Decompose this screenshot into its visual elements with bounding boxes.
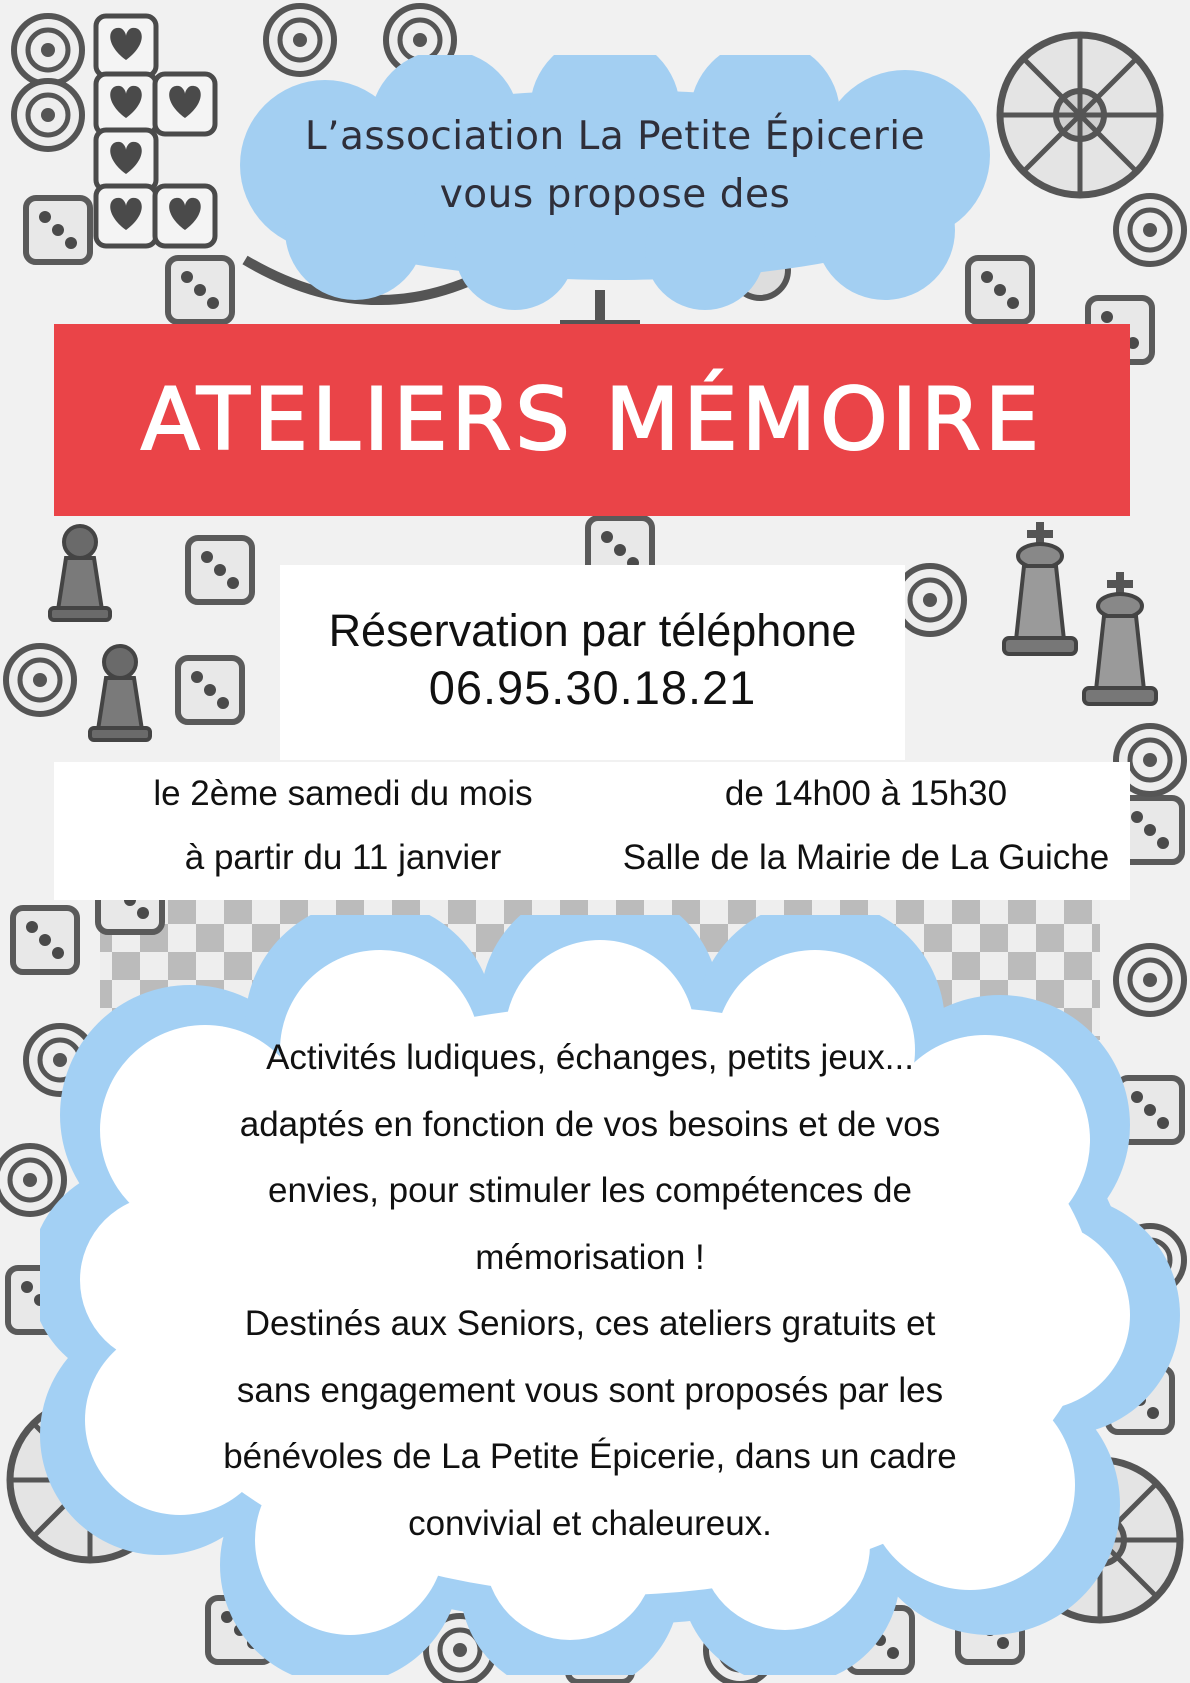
description-line: Destinés aux Seniors, ces ateliers gratuits et <box>244 1304 936 1343</box>
schedule-date-column <box>78 762 608 890</box>
header-line-association: L’association La Petite Épicerie <box>304 114 926 159</box>
phone-number[interactable]: 06.95.30.18.21 <box>428 661 757 714</box>
description-line: adaptés en fonction de vos besoins et de vos <box>239 1104 941 1144</box>
description-line: sans engagement vous sont proposés par les <box>236 1370 944 1410</box>
description-text <box>130 1025 1050 1557</box>
header-text <box>205 108 1025 224</box>
schedule-box <box>54 762 1130 900</box>
schedule-start: à partir du 11 janvier <box>184 838 502 877</box>
description-line: bénévoles de La Petite Épicerie, dans un cadre <box>223 1437 957 1476</box>
description-line: convivial et chaleureux. <box>408 1503 772 1543</box>
description-line: Activités ludiques, échanges, petits jeux... <box>266 1038 914 1077</box>
reservation-label: Réservation par téléphone <box>328 605 857 656</box>
description-line: mémorisation ! <box>475 1237 705 1277</box>
reservation-box <box>280 565 905 760</box>
schedule-place: Salle de la Mairie de La Guiche <box>622 838 1110 877</box>
description-line: envies, pour stimuler les compétences de <box>268 1171 912 1210</box>
title-banner <box>54 324 1130 516</box>
header-line-proposal: vous propose des <box>439 172 791 217</box>
schedule-time-column <box>606 762 1126 890</box>
schedule-time: de 14h00 à 15h30 <box>724 774 1008 813</box>
page-title: ATELIERS MÉMOIRE <box>140 370 1044 470</box>
schedule-day: le 2ème samedi du mois <box>153 774 533 813</box>
